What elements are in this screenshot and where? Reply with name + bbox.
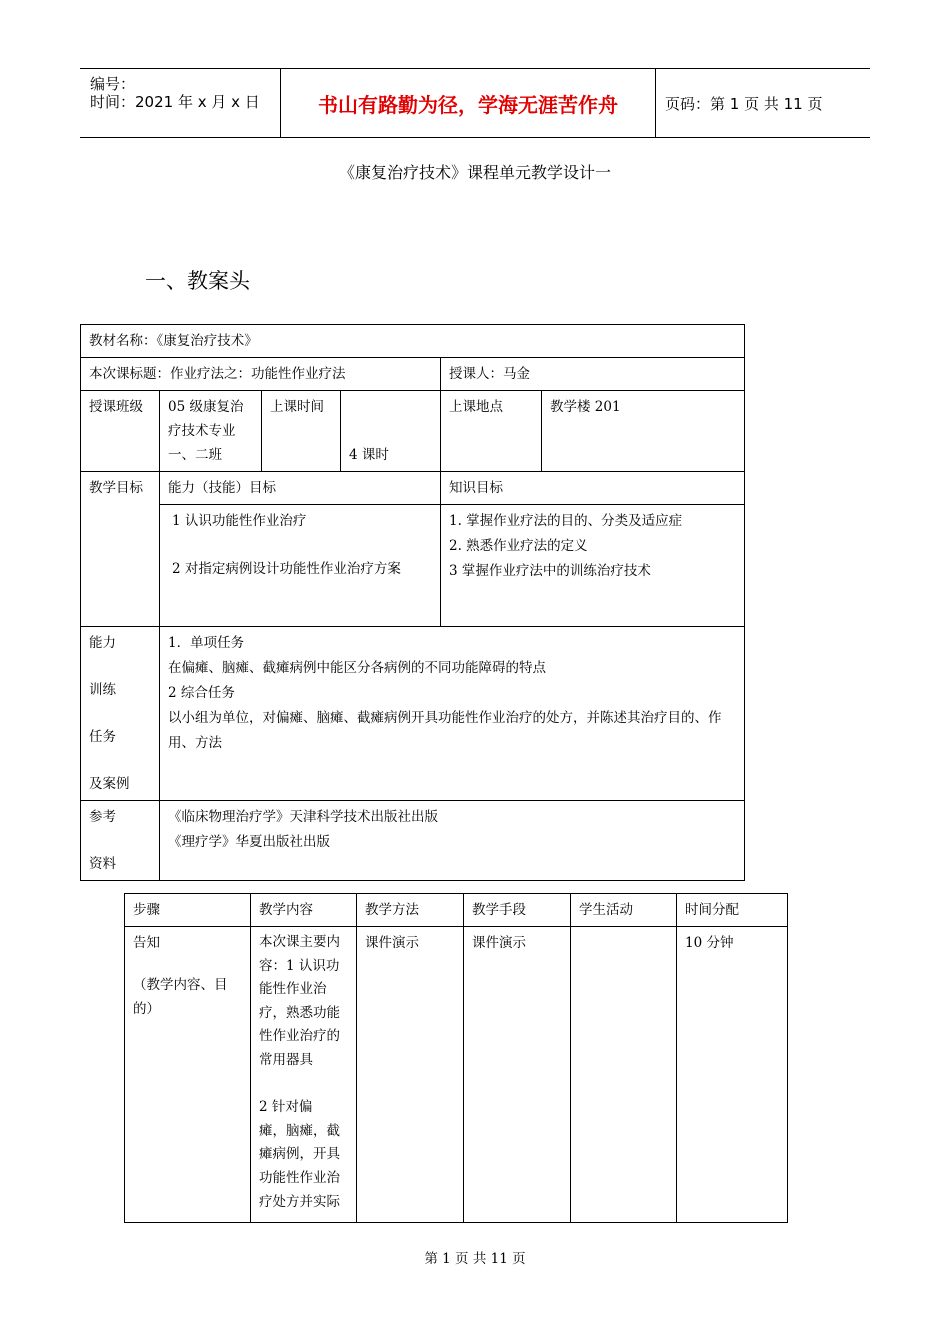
step-cell xyxy=(125,927,251,1223)
step-note: （教学内容、目的） xyxy=(133,977,228,1017)
knowledge-goal-item: 3 掌握作业疗法中的训练治疗技术 xyxy=(449,563,651,579)
content-line: 能性作业治 xyxy=(259,981,327,998)
training-line: 2 综合任务 xyxy=(168,685,235,701)
training-label-line: 训练 xyxy=(89,682,116,698)
content-line: 性作业治疗的 xyxy=(259,1028,340,1045)
content-line: 容：1 认识功 xyxy=(259,957,340,974)
goal-label: 教学目标 xyxy=(81,472,160,627)
header-motto: 书山有路勤为径，学海无涯苦作舟 xyxy=(280,69,656,137)
training-label xyxy=(81,627,160,801)
knowledge-goal-label: 知识目标 xyxy=(441,472,745,505)
ability-goal-item: 2 对指定病例设计功能性作业治疗方案 xyxy=(172,561,401,577)
time-cell: 10 分钟 xyxy=(677,927,788,1223)
reference-label-line: 资料 xyxy=(89,856,116,872)
teacher-cell: 授课人：马金 xyxy=(441,358,745,391)
lesson-header-table xyxy=(80,324,745,881)
training-content xyxy=(160,627,745,801)
training-label-line: 任务 xyxy=(89,729,116,745)
content-cell xyxy=(251,927,357,1223)
time-label-cell: 上课时间 xyxy=(262,391,341,472)
step-label: 告知 xyxy=(133,935,160,951)
topic-cell: 本次课标题：作业疗法之：功能性作业疗法 xyxy=(81,358,441,391)
time-value-cell: 4 课时 xyxy=(341,391,441,472)
header-time: 时间分配 xyxy=(677,894,788,927)
textbook-cell: 教材名称：《康复治疗技术》 xyxy=(81,325,745,358)
references xyxy=(160,801,745,881)
content-line: 疗处方并实际 xyxy=(259,1193,340,1210)
place-label: 上课地点 xyxy=(441,391,542,472)
reference-label-line: 参考 xyxy=(89,809,116,825)
ability-goal-label: 能力（技能）目标 xyxy=(160,472,441,505)
knowledge-goal-item: 1. 掌握作业疗法的目的、分类及适应症 xyxy=(449,513,683,529)
page-footer: 第 1 页 共 11 页 xyxy=(424,1251,526,1267)
training-label-line: 能力 xyxy=(89,635,116,651)
ability-goal-item: 1 认识功能性作业治疗 xyxy=(172,513,307,529)
content-line: 疗，熟悉功能 xyxy=(259,1004,340,1021)
page-info: 页码：第 1 页 共 11 页 xyxy=(665,95,823,113)
training-line: 1．单项任务 xyxy=(168,635,245,651)
reference-item: 《理疗学》华夏出版社出版 xyxy=(168,834,330,850)
place-value: 教学楼 201 xyxy=(542,391,745,472)
content-line: 瘫病例，开具 xyxy=(259,1146,340,1163)
ability-goals xyxy=(160,505,441,627)
content-line: 本次课主要内 xyxy=(259,934,340,950)
content-line: 常用器具 xyxy=(259,1051,313,1068)
knowledge-goal-item: 2. 熟悉作业疗法的定义 xyxy=(449,538,588,554)
knowledge-goals xyxy=(441,505,745,627)
time-label: 时间：2021 年 x 月 x 日 xyxy=(90,93,260,111)
training-line: 在偏瘫、脑瘫、截瘫病例中能区分各病例的不同功能障碍的特点 xyxy=(168,660,546,676)
class-value: 05 级康复治疗技术专业一、二班 xyxy=(160,391,262,472)
activity-cell xyxy=(571,927,677,1223)
header-means: 教学手段 xyxy=(464,894,571,927)
training-line: 以小组为单位，对偏瘫、脑瘫、截瘫病例开具功能性作业治疗的处方，并陈述其治疗目的、作用、方法 xyxy=(168,710,722,751)
header-content: 教学内容 xyxy=(251,894,357,927)
content-line: 2 针对偏 xyxy=(259,1099,313,1116)
class-label: 授课班级 xyxy=(81,391,160,472)
document-title: 《康复治疗技术》课程单元教学设计一 xyxy=(338,163,611,182)
number-label: 编号： xyxy=(90,75,136,93)
header-meta xyxy=(80,69,280,137)
header-step: 步骤 xyxy=(125,894,251,927)
section-heading: 一、教案头 xyxy=(145,269,250,293)
table-row xyxy=(125,927,788,1223)
content-line: 功能性作业治 xyxy=(259,1169,340,1186)
method-cell: 课件演示 xyxy=(357,927,464,1223)
content-line: 瘫，脑瘫，截 xyxy=(259,1122,340,1139)
header-method: 教学方法 xyxy=(357,894,464,927)
means-cell: 课件演示 xyxy=(464,927,571,1223)
header-activity: 学生活动 xyxy=(571,894,677,927)
reference-label xyxy=(81,801,160,881)
training-label-line: 及案例 xyxy=(89,776,130,792)
reference-item: 《临床物理治疗学》天津科学技术出版社出版 xyxy=(168,809,438,825)
page-header xyxy=(80,68,870,138)
teaching-process-table xyxy=(124,893,788,1223)
